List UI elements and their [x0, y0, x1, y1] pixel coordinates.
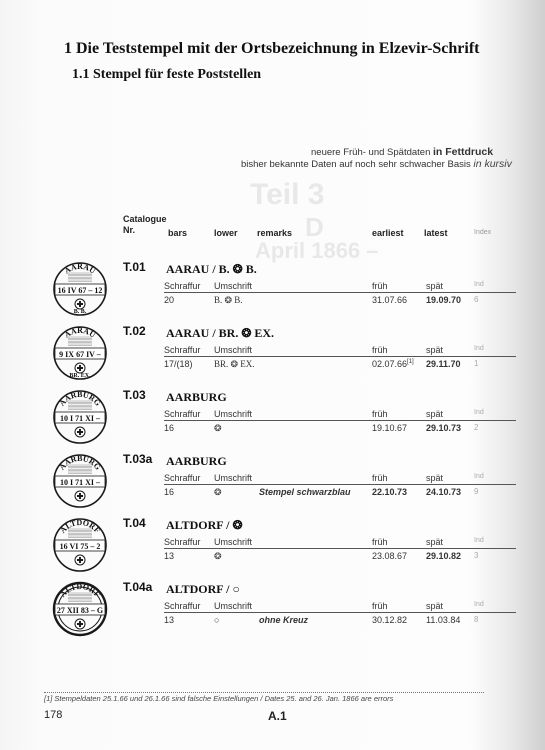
entry-index: 1 [474, 359, 479, 368]
label-frueh: früh [372, 409, 388, 419]
postmark-drawing [50, 517, 110, 573]
catalogue-entry [44, 450, 545, 514]
entry-latest: 29.11.70 [426, 359, 461, 369]
earliest-value: 02.07.66 [372, 359, 408, 369]
entry-divider [164, 420, 516, 421]
label-umschrift: Umschrift [214, 281, 252, 291]
earliest-value: 31.07.66 [372, 295, 408, 305]
entry-bars: 13 [164, 615, 175, 625]
entry-index: 2 [474, 423, 479, 432]
swiss-cross-bar-h [77, 623, 83, 625]
col-bars: bars [168, 228, 188, 238]
postmark-drawing [50, 261, 110, 317]
entry-place: AARBURG [166, 390, 227, 404]
catalogue-entry [44, 322, 545, 386]
label-spaet: spät [426, 537, 444, 547]
entry-index: 8 [474, 615, 479, 624]
entry-index: 9 [474, 487, 479, 496]
entry-divider [164, 548, 516, 549]
legend-bold-text: neuere Früh- und Spätdaten [311, 147, 431, 158]
label-spaet: spät [426, 409, 444, 419]
label-schraffur: Schraffur [164, 281, 201, 291]
entry-bars: 16 [164, 487, 175, 497]
postmark-lower-text: BR. EX. [69, 373, 91, 379]
postmark-date-text: 9 IX 67 IV – [59, 350, 101, 359]
entry-code: T.02 [123, 324, 146, 338]
label-umschrift: Umschrift [214, 473, 252, 483]
earliest-value: 19.10.67 [372, 423, 408, 433]
label-frueh: früh [372, 601, 388, 611]
postmark-date-text: 16 VI 75 – 2 [59, 542, 101, 551]
label-frueh: früh [372, 345, 388, 355]
swiss-cross-bar-h [77, 303, 83, 305]
catalogue-entry [44, 258, 545, 322]
label-index: Ind [474, 345, 484, 352]
label-index: Ind [474, 537, 484, 544]
entry-divider [164, 612, 516, 613]
entry-divider [164, 484, 516, 485]
label-umschrift: Umschrift [214, 345, 252, 355]
swiss-cross-bar-h [77, 495, 83, 497]
entry-bars: 13 [164, 551, 175, 561]
label-spaet: spät [426, 473, 444, 483]
entry-latest: 24.10.73 [426, 487, 462, 497]
entry-place: AARAU / B. ❂ B. [166, 262, 257, 276]
postmark-date-text: 10 I 71 XI – [59, 478, 101, 487]
label-spaet: spät [426, 345, 444, 355]
label-index: Ind [474, 601, 484, 608]
label-umschrift: Umschrift [214, 409, 252, 419]
entry-index: 6 [474, 295, 479, 304]
entry-earliest [372, 359, 414, 369]
swiss-cross-bar-h [77, 431, 83, 433]
entry-code: T.03a [123, 452, 153, 466]
postmark-date-text: 10 I 71 XI – [59, 414, 101, 423]
label-spaet: spät [426, 281, 444, 291]
label-schraffur: Schraffur [164, 537, 201, 547]
show-through-text: Teil 3 [250, 178, 325, 211]
entry-earliest [372, 551, 407, 561]
entry-code: T.01 [123, 260, 146, 274]
section-title: 1.1 Stempel für feste Poststellen [72, 67, 262, 82]
legend-italic-note [241, 158, 512, 170]
entry-bars: 20 [164, 295, 175, 305]
postmark-image [50, 325, 110, 381]
postmark-image [50, 453, 110, 509]
postmark-image [50, 517, 110, 573]
entry-bars: 17/(18) [164, 359, 193, 369]
entry-place: ALTDORF / ○ [166, 582, 240, 596]
swiss-cross-bar-h [77, 367, 83, 369]
footnote-divider [44, 692, 484, 693]
entry-lower: ❂ [214, 487, 222, 497]
label-frueh: früh [372, 281, 388, 291]
entry-place: AARBURG [166, 454, 227, 468]
show-through-text-2: D [305, 212, 324, 242]
postmark-drawing [50, 581, 110, 637]
legend-bold-sample: in Fettdruck [433, 146, 494, 158]
entry-earliest [372, 487, 407, 497]
section-label: A.1 [268, 709, 287, 723]
earliest-value: 30.12.82 [372, 615, 408, 625]
label-frueh: früh [372, 537, 388, 547]
entry-index: 3 [474, 551, 479, 560]
col-index: Index [474, 229, 492, 236]
label-umschrift: Umschrift [214, 601, 252, 611]
entry-bars: 16 [164, 423, 175, 433]
entry-lower: ○ [214, 615, 220, 625]
earliest-value: 22.10.73 [372, 487, 408, 497]
entry-latest: 19.09.70 [426, 295, 462, 305]
entry-place: ALTDORF / ❂ [166, 518, 243, 532]
earliest-footnote-ref: [1] [407, 359, 414, 365]
entry-earliest [372, 615, 407, 625]
postmark-image [50, 389, 110, 445]
entry-latest: 29.10.82 [426, 551, 462, 561]
entry-lower: B. ❂ B. [214, 295, 243, 305]
entry-remark: Stempel schwarzblau [259, 487, 351, 497]
entry-divider [164, 292, 516, 293]
postmark-town-text: AARBURG [57, 453, 103, 472]
swiss-cross-bar-h [77, 559, 83, 561]
page-number: 178 [44, 709, 63, 721]
earliest-value: 23.08.67 [372, 551, 408, 561]
entry-lower: ❂ [214, 423, 222, 433]
label-index: Ind [474, 409, 484, 416]
label-index: Ind [474, 281, 484, 288]
label-frueh: früh [372, 473, 388, 483]
catalogue-entry [44, 514, 545, 578]
entry-earliest [372, 423, 407, 433]
postmark-town-text: ALTDORF [58, 517, 102, 535]
entry-lower: ❂ [214, 551, 222, 561]
entry-latest: 29.10.73 [426, 423, 462, 433]
col-earliest: earliest [372, 228, 404, 238]
postmark-date-text: 16 IV 67 – 12 [57, 286, 103, 295]
col-latest: latest [424, 228, 448, 238]
catalogue-entry [44, 578, 545, 642]
col-nr: Nr. [123, 225, 136, 235]
postmark-drawing [50, 389, 110, 445]
col-catalogue: Catalogue [123, 214, 167, 224]
label-index: Ind [474, 473, 484, 480]
label-schraffur: Schraffur [164, 473, 201, 483]
postmark-image [50, 261, 110, 317]
legend-italic-sample: in kursiv [473, 158, 512, 170]
legend-bold-note [311, 146, 493, 158]
entry-lower: BR. ❂ EX. [214, 359, 255, 369]
entry-code: T.03 [123, 388, 146, 402]
footnote: [1] Stempeldaten 25.1.66 und 26.1.66 sind falsche Einstellungen / Dates 25. and 26. Jan. 1866 are errors [44, 694, 394, 703]
postmark-drawing [50, 453, 110, 509]
label-spaet: spät [426, 601, 444, 611]
entry-earliest [372, 295, 407, 305]
catalogue-entry [44, 386, 545, 450]
entry-code: T.04a [123, 580, 153, 594]
label-schraffur: Schraffur [164, 601, 201, 611]
label-schraffur: Schraffur [164, 345, 201, 355]
label-schraffur: Schraffur [164, 409, 201, 419]
postmark-town-text: AARBURG [57, 389, 103, 408]
entry-remark: ohne Kreuz [259, 615, 309, 625]
postmark-drawing [50, 325, 110, 381]
entry-code: T.04 [123, 516, 146, 530]
label-umschrift: Umschrift [214, 537, 252, 547]
entry-latest: 11.03.84 [426, 615, 461, 625]
postmark-date-text: 27 XII 83 – G [56, 606, 104, 615]
col-lower: lower [214, 228, 238, 238]
entry-divider [164, 356, 516, 357]
chapter-title: 1 Die Teststempel mit der Ortsbezeichnung in Elzevir-Schrift [64, 40, 480, 57]
postmark-lower-text: B. B. [73, 309, 87, 315]
postmark-image [50, 581, 110, 637]
legend-italic-text: bisher bekannte Daten auf noch sehr schwacher Basis [241, 159, 471, 170]
entry-place: AARAU / BR. ❂ EX. [166, 326, 275, 340]
col-remarks: remarks [257, 228, 293, 238]
postmark-town-text: ALTDORF [58, 581, 102, 599]
postmark-town-text: AARAU [62, 262, 98, 276]
show-through-text-3: April 1866 – [255, 238, 379, 263]
postmark-town-text: AARAU [62, 326, 98, 340]
